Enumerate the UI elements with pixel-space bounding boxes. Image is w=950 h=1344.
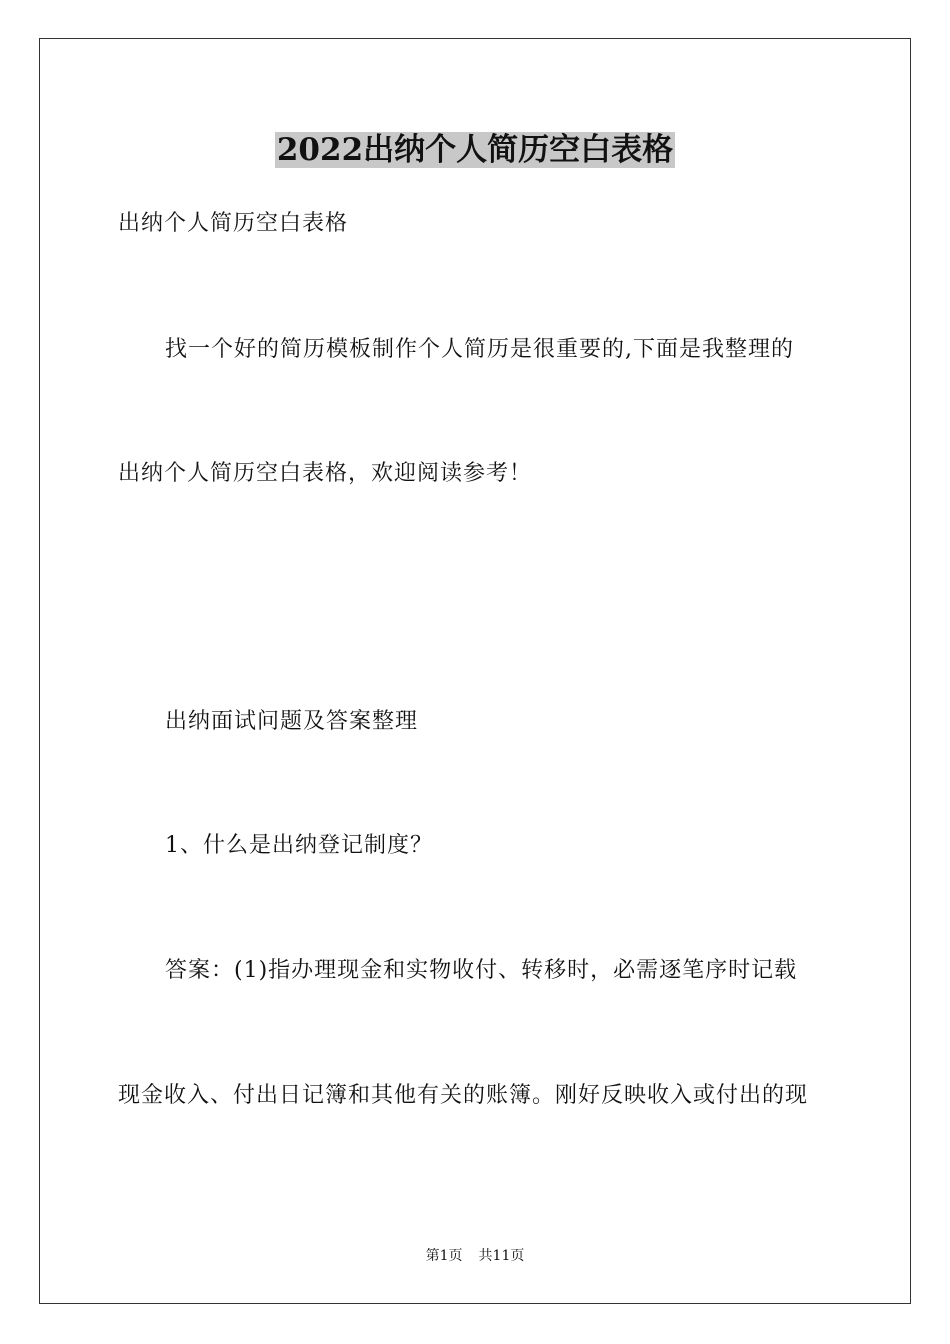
paragraph-line: 找一个好的简历模板制作个人简历是很重要的,下面是我整理的 xyxy=(165,337,794,362)
document-title xyxy=(0,128,950,172)
paragraph-line: 出纳个人简历空白表格 xyxy=(118,211,349,236)
question-line: 1、什么是出纳登记制度？ xyxy=(165,833,433,858)
paragraph-line: 出纳个人简历空白表格，欢迎阅读参考！ xyxy=(118,461,533,486)
answer-line: 答案：(1)指办理现金和实物收付、转移时，必需逐笔序时记载 xyxy=(165,958,798,983)
page-footer xyxy=(0,1246,950,1266)
answer-line: 现金收入、付出日记簿和其他有关的账簿。刚好反映收入或付出的现 xyxy=(118,1083,809,1108)
page-number: 第1页 xyxy=(425,1248,463,1264)
document-title-text: 2022出纳个人简历空白表格 xyxy=(276,132,674,168)
page-total: 共11页 xyxy=(478,1248,525,1264)
section-heading: 出纳面试问题及答案整理 xyxy=(165,709,419,734)
